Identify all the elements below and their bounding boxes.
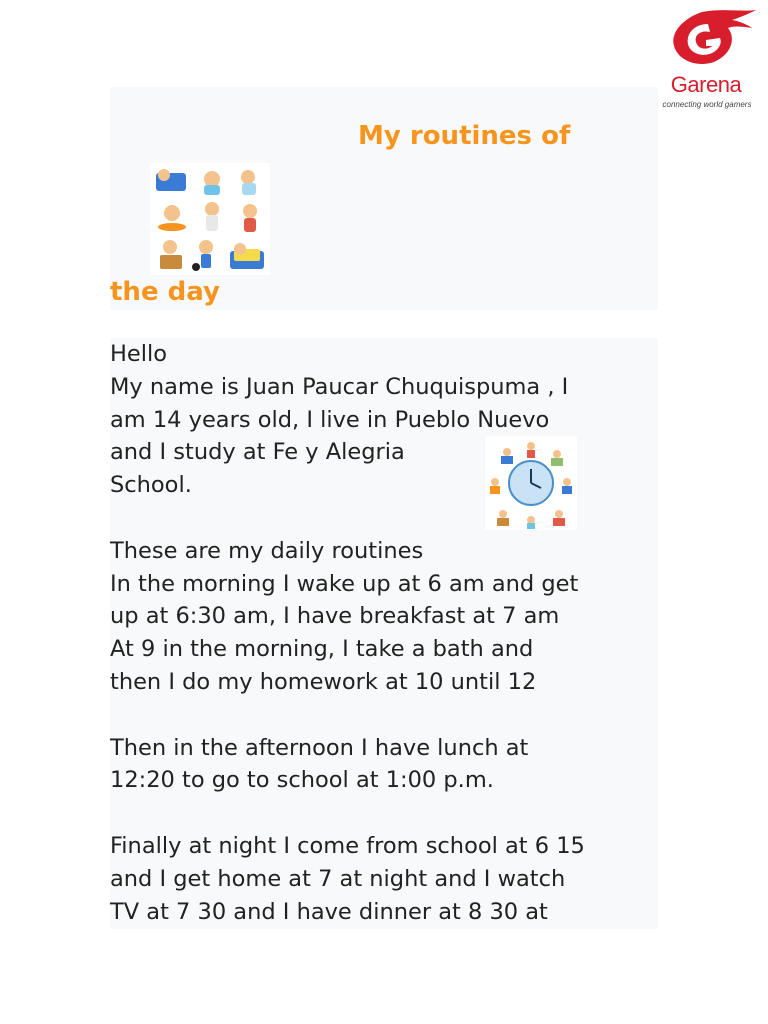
afternoon-paragraph: Then in the afternoon I have lunch at 12:20 to go to school at 1:00 p.m.	[110, 734, 529, 794]
garena-dragon-icon	[652, 4, 762, 74]
intro-paragraph: Hello My name is Juan Paucar Chuquispuma , I am 14 years old, I live in Pueblo Nuevo and I study at Fe y Alegria School.	[110, 341, 569, 499]
page-title-line1: My routines of	[358, 121, 571, 151]
night-paragraph: Finally at night I come from school at 6 15 and I get home at 7 at night and I watch TV at 7 30 and I have dinner at 8 30 at	[110, 832, 585, 925]
clock-routine-illustration	[485, 436, 577, 530]
daily-routine-illustration	[150, 163, 270, 275]
routines-paragraph: These are my daily routines In the morning I wake up at 6 am and get up at 6:30 am, I have breakfast at 7 am At 9 in the morning, I take a bath and then I do my homework at 10 until 12	[110, 537, 579, 695]
page-title-line2: the day	[110, 277, 220, 307]
title-section	[110, 87, 658, 310]
routine-kids-icon	[150, 163, 270, 275]
clock-icon	[485, 436, 577, 530]
paragraph-spacer	[110, 699, 658, 732]
logo-tagline: connecting world gamers	[662, 100, 752, 109]
body-section	[110, 338, 658, 929]
garena-logo	[652, 4, 762, 114]
logo-wordmark: Garena	[670, 72, 742, 97]
paragraph-spacer	[110, 797, 658, 830]
